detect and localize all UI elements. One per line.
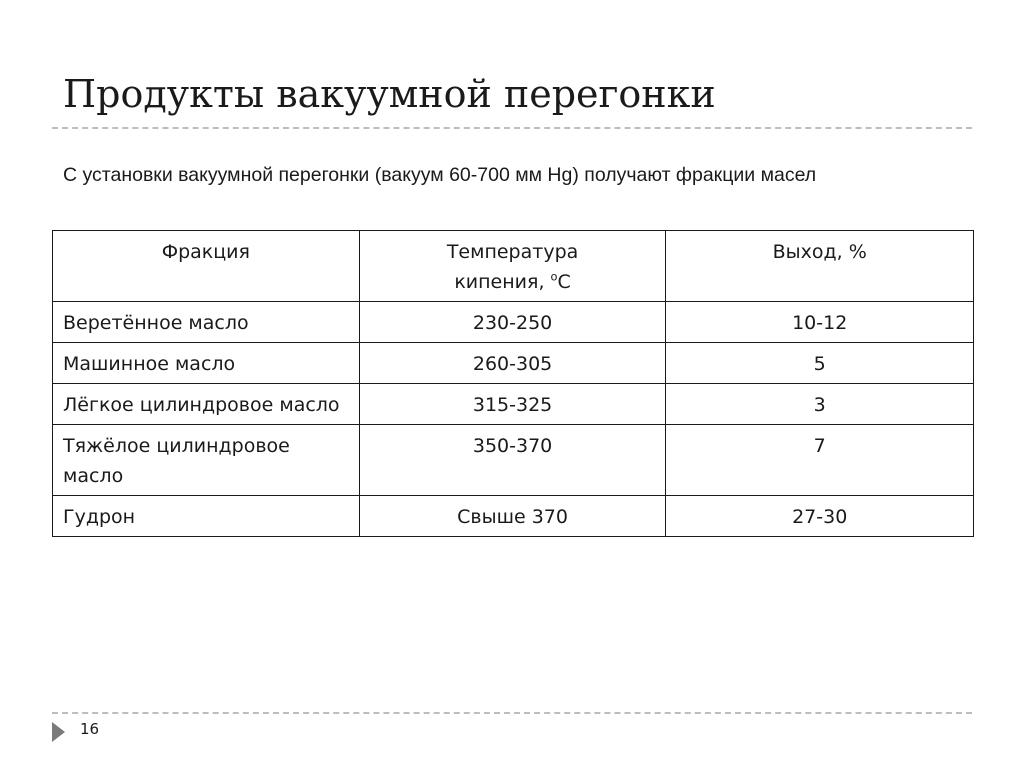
header-temperature-line1: Температура — [446, 241, 579, 263]
header-temperature-degree: o — [550, 269, 558, 284]
cell-fraction-name: Лёгкое цилиндровое масло — [53, 384, 360, 425]
cell-yield: 27-30 — [666, 496, 974, 537]
fractions-table — [52, 230, 974, 537]
triangle-bullet-icon — [52, 722, 65, 742]
table-header-row — [53, 231, 974, 302]
header-temperature-unit: C — [557, 271, 571, 293]
page-number: 16 — [80, 720, 100, 738]
cell-boiling-temp: 230-250 — [359, 302, 666, 343]
bottom-divider — [52, 712, 972, 714]
cell-boiling-temp: 260-305 — [359, 343, 666, 384]
cell-boiling-temp: 315-325 — [359, 384, 666, 425]
header-fraction: Фракция — [53, 231, 360, 302]
cell-yield: 10-12 — [666, 302, 974, 343]
header-yield: Выход, % — [666, 231, 974, 302]
cell-fraction-name: Машинное масло — [53, 343, 360, 384]
cell-fraction-name: Веретённое масло — [53, 302, 360, 343]
cell-yield: 5 — [666, 343, 974, 384]
table-row — [53, 496, 974, 537]
cell-yield: 7 — [666, 425, 974, 496]
header-temperature — [359, 231, 666, 302]
cell-yield: 3 — [666, 384, 974, 425]
table-row — [53, 384, 974, 425]
cell-fraction-name: Тяжёлое цилиндровое масло — [53, 425, 360, 496]
cell-fraction-name: Гудрон — [53, 496, 360, 537]
cell-boiling-temp: 350-370 — [359, 425, 666, 496]
table-row — [53, 302, 974, 343]
cell-boiling-temp: Свыше 370 — [359, 496, 666, 537]
table-row — [53, 425, 974, 496]
top-divider — [52, 127, 972, 129]
slide-title: Продукты вакуумной перегонки — [63, 72, 716, 116]
table-row — [53, 343, 974, 384]
slide-subtitle: С установки вакуумной перегонки (вакуум 60-700 мм Hg) получают фракции масел — [63, 164, 817, 186]
header-temperature-line2: кипения, — [454, 271, 551, 293]
